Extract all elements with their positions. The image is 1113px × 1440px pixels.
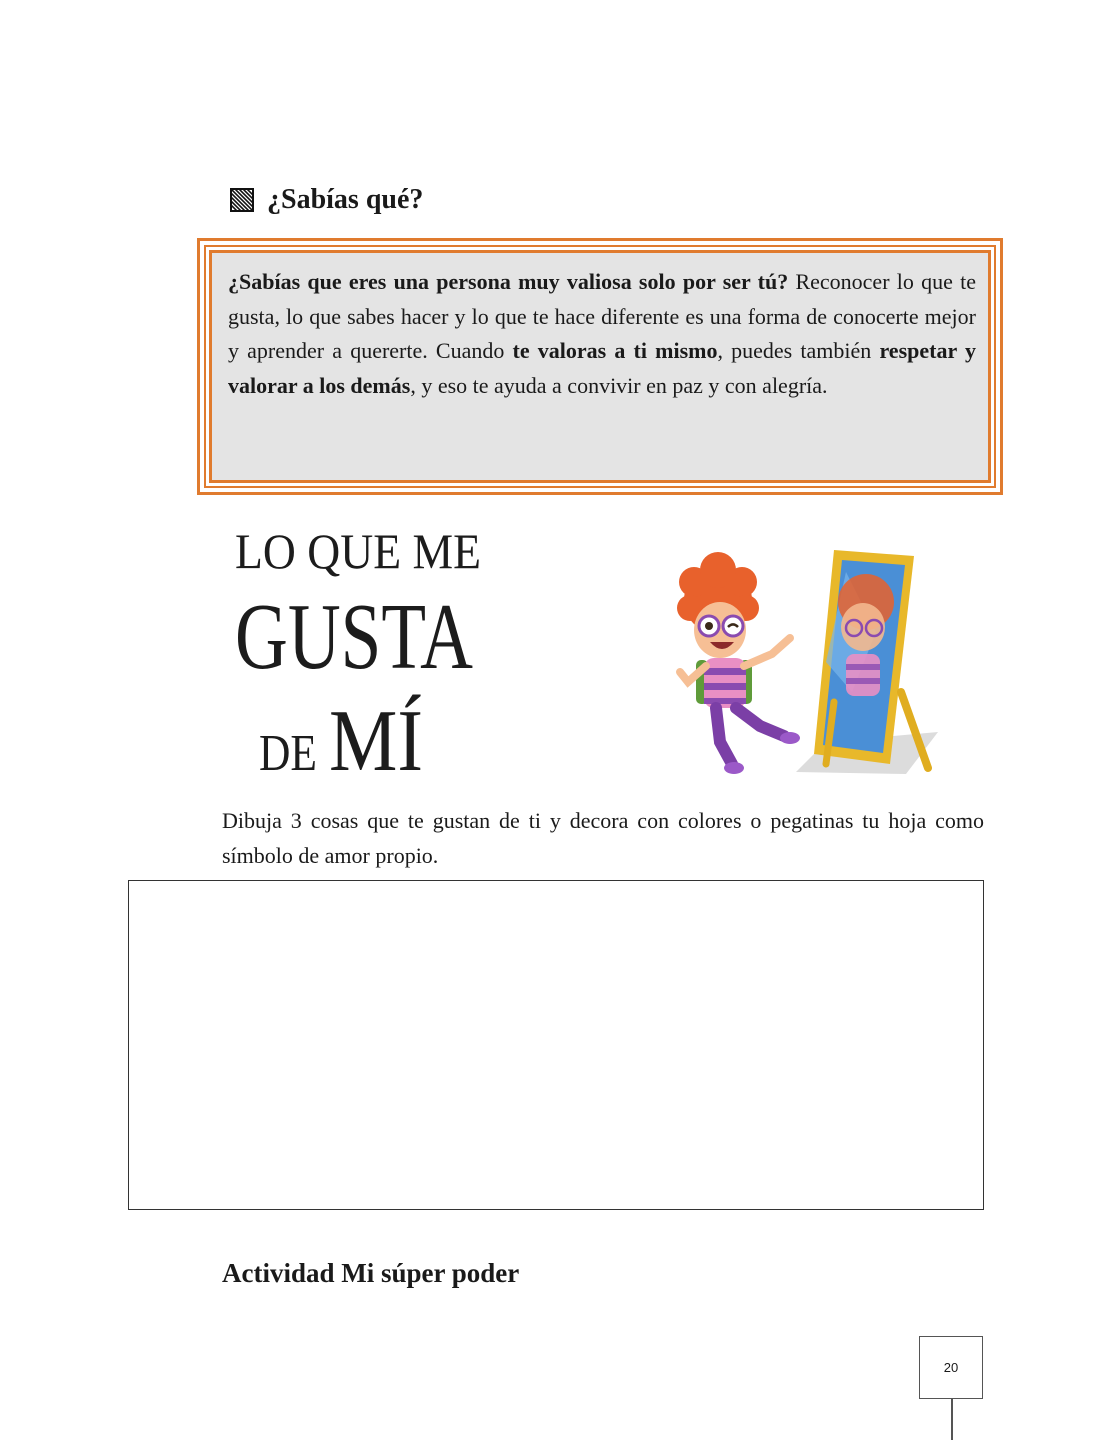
title-line-3b: MÍ [329,693,423,790]
bold-intro: ¿Sabías que eres una persona muy valiosa solo por ser tú? [228,269,789,294]
heading-text: ¿Sabías qué? [267,184,424,215]
section-heading [230,180,423,220]
title-line-3a: DE [259,725,317,782]
page-number: 20 [943,1360,959,1375]
child-mirror-illustration [676,542,936,777]
title-line-2: GUSTA [235,585,474,689]
next-activity-title: Actividad Mi súper poder [222,1258,520,1288]
lo-que-me-gusta-de-mi-title [233,518,493,790]
page-number-box [919,1336,983,1399]
drawing-area-box[interactable] [128,880,984,1210]
did-you-know-box [197,238,1003,495]
page-number-line [951,1399,953,1440]
striped-square-icon [230,188,254,212]
title-line-1: LO QUE ME [235,523,481,579]
activity-instruction: Dibuja 3 cosas que te gustan de ti y decora con colores o pegatinas tu hoja como símbolo de amor propio. [222,808,984,868]
did-you-know-text: ¿Sabías que eres una persona muy valiosa solo por ser tú? Reconocer lo que te gusta, lo que sabes hacer y lo que te hace diferente es una forma de conocerte mejor y aprender a quererte. Cuando te valoras a ti mismo, puedes también respetar y valorar a los demás, y eso te ayuda a convivir en paz y con alegría. [228,269,977,398]
